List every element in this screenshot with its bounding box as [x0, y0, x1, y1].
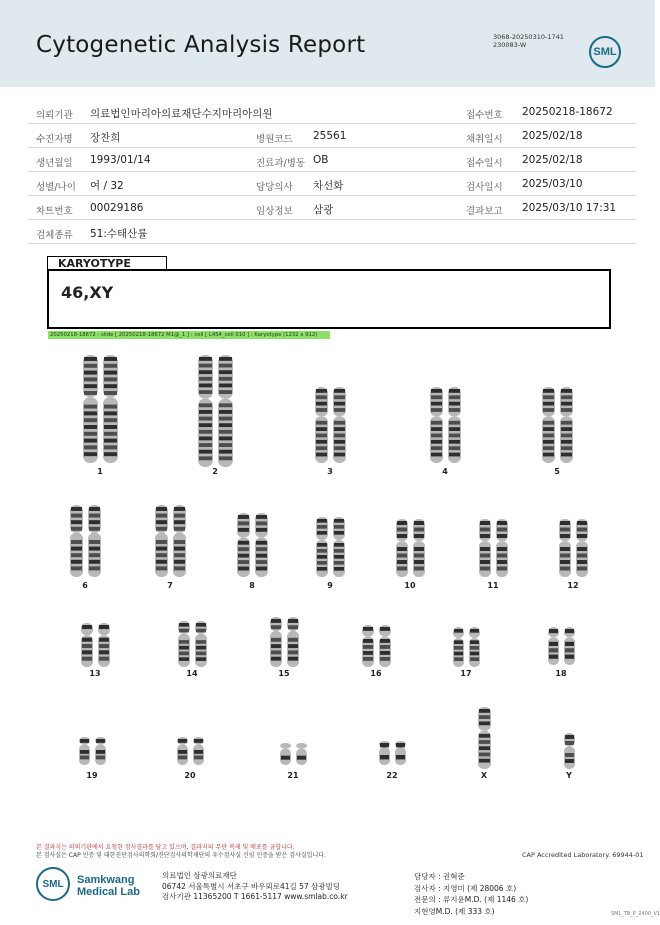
hospital-code-value: 25561: [313, 130, 347, 142]
chromosome-label: 18: [555, 669, 567, 678]
address-line-3: 검사기관 11365200 T 1661-5117 www.smlab.co.kr: [162, 892, 348, 901]
chromosome-5-1: [542, 387, 555, 463]
chromosome-pair-22: [377, 739, 408, 767]
chromosome-y: [564, 733, 575, 769]
chromosome-label: X: [480, 771, 488, 780]
institution-value: 의료법인마리아의료재단수지마리아의원: [90, 108, 273, 120]
info-row: [28, 100, 636, 124]
collect-date-value: 2025/02/18: [522, 130, 583, 142]
name-value: 장찬희: [90, 132, 121, 144]
chromosome-pair-21: [278, 741, 309, 767]
receipt-date-label: 접수일시: [466, 158, 503, 169]
report-title: Cytogenetic Analysis Report: [36, 32, 366, 58]
chromosome-pair-10: [394, 517, 427, 579]
disclaimer-note: 본 결과지는 의뢰기관에서 요청한 검사결과를 담고 있으며, 결과지의 무단 복제 및 배포를 금합니다.: [36, 844, 295, 851]
chromosome-label: 17: [460, 669, 472, 678]
chromosome-2-2: [218, 355, 233, 467]
receipt-date-value: 2025/02/18: [522, 154, 583, 166]
doc-id-line-2: 230083-W: [493, 41, 527, 49]
chromosome-19-2: [95, 737, 106, 765]
chromosome-label: 6: [82, 581, 88, 590]
chart-no-label: 차트번호: [36, 206, 73, 217]
report-header: [0, 0, 655, 87]
chromosome-13-2: [98, 623, 110, 667]
chromosome-pair-5: [540, 385, 575, 465]
exam-date-value: 2025/03/10: [522, 178, 583, 190]
chart-no-value: 00029186: [90, 202, 144, 214]
chromosome-pair-11: [477, 517, 510, 579]
staff-tester: 검사자 : 지영미 (제 28006 호): [414, 883, 517, 893]
chromosome-pair-7: [153, 503, 188, 579]
chromosome-4-2: [448, 387, 461, 463]
chromosome-3-2: [333, 387, 346, 463]
chromosome-pair-19: [77, 735, 108, 767]
chromosome-4-1: [430, 387, 443, 463]
chromosome-11-2: [496, 519, 508, 577]
doc-id-line-1: 3068-20250310-1741: [493, 33, 564, 41]
chromosome-21-2: [296, 743, 307, 765]
chromosome-pair-3: [313, 385, 348, 465]
specimen-value: 51:수태산률: [90, 228, 148, 240]
chromosome-18-2: [564, 627, 575, 665]
report-date-label: 결과보고: [466, 206, 503, 217]
chromosome-17-2: [469, 627, 480, 667]
company-name-line-1: Samkwang: [77, 874, 135, 886]
chromosome-10-2: [413, 519, 425, 577]
chromosome-pair-4: [428, 385, 463, 465]
chromosome-12-1: [559, 519, 571, 577]
chromosome-17-1: [453, 627, 464, 667]
dob-label: 생년월일: [36, 158, 73, 169]
karyotype-value: 46,XY: [61, 283, 114, 302]
sml-logo: SML: [589, 36, 621, 68]
institution-label: 의뢰기관: [36, 110, 73, 121]
chromosome-22-2: [395, 741, 406, 765]
chromosome-7-2: [173, 505, 186, 577]
collect-date-label: 채취일시: [466, 134, 503, 145]
chromosome-label: 11: [487, 581, 499, 590]
chromosome-1-1: [83, 355, 98, 463]
chromosome-label: Y: [566, 771, 572, 780]
chromosome-label: 7: [167, 581, 173, 590]
company-name-line-2: Medical Lab: [77, 886, 140, 898]
clinical-value: 삼광: [313, 204, 334, 216]
sex-age-label: 성별/나이: [36, 182, 76, 193]
staff-specialist-2: 지현영M.D. (제 333 호): [414, 906, 495, 916]
chromosome-label: 8: [249, 581, 255, 590]
hospital-code-label: 병원코드: [256, 134, 293, 145]
chromosome-pair-13: [79, 621, 112, 669]
chromosome-8-1: [237, 513, 250, 577]
company-logo: SML: [36, 867, 70, 901]
chromosome-15-2: [287, 617, 299, 667]
chromosome-label: 21: [287, 771, 299, 780]
chromosome-pair-17: [451, 625, 482, 669]
chromosome-12-2: [576, 519, 588, 577]
chromosome-14-2: [195, 621, 207, 667]
form-code: SML_TB_P_2400_V1: [611, 911, 660, 917]
chromosome-21-1: [280, 743, 291, 765]
chromosome-6-1: [70, 505, 83, 577]
chromosome-pair-6: [68, 503, 103, 579]
chromosome-1-2: [103, 355, 118, 463]
chromosome-label: 14: [186, 669, 198, 678]
sex-age-value: 여 / 32: [90, 180, 124, 192]
address-line-1: 의료법인 삼광의료재단: [162, 871, 237, 880]
certification-note: 본 검사실은 CAP 인증 및 대한진단검사의학회/진단검사의학재단의 우수검사실 신임 인증을 받은 검사실입니다.: [36, 852, 326, 859]
chromosome-5-2: [560, 387, 573, 463]
chromosome-label: 2: [212, 467, 218, 476]
chromosome-pair-12: [557, 517, 590, 579]
chromosome-pair-8: [235, 511, 270, 579]
dept-label: 진료과/병동: [256, 158, 306, 169]
dept-value: OB: [313, 154, 329, 166]
chromosome-20-2: [193, 737, 204, 765]
chromosome-pair-2: [196, 353, 235, 469]
chromosome-label: 15: [278, 669, 290, 678]
karyotype-result-box: [47, 269, 611, 329]
chromosome-18-1: [548, 627, 559, 665]
chromosome-20-1: [177, 737, 188, 765]
info-row: [28, 148, 636, 172]
document-id: [493, 33, 564, 49]
staff-manager: 담당자 : 권혁준: [414, 872, 465, 881]
chromosome-11-1: [479, 519, 491, 577]
chromosome-label: 3: [327, 467, 333, 476]
chromosome-16-2: [379, 625, 391, 667]
chromosome-9-2: [333, 517, 345, 577]
chromosome-10-1: [396, 519, 408, 577]
chromosome-x: [478, 707, 491, 769]
chromosome-label: 12: [567, 581, 579, 590]
chromosome-2-1: [198, 355, 213, 467]
specimen-label: 검체종류: [36, 230, 73, 241]
company-address: [162, 871, 348, 903]
info-row: [28, 124, 636, 148]
staff-list: [414, 871, 528, 917]
chromosome-19-1: [79, 737, 90, 765]
dob-value: 1993/01/14: [90, 154, 151, 166]
chromosome-15-1: [270, 617, 282, 667]
chromosome-pair-1: [81, 353, 120, 465]
chromosome-9-1: [316, 517, 328, 577]
chromosome-pair-x: [476, 705, 493, 771]
staff-specialist-1: 전문의 : 류지윤M.D. (제 1146 호): [414, 895, 529, 904]
chromosome-pair-y: [562, 731, 577, 771]
chromosome-label: 9: [327, 581, 333, 590]
info-row: [28, 196, 636, 220]
company-name: [77, 874, 140, 898]
chromosome-label: 1: [97, 467, 103, 476]
chromosome-label: 22: [386, 771, 398, 780]
cap-accreditation: CAP Accredited Laboratory. 69944-01: [522, 851, 644, 859]
chromosome-8-2: [255, 513, 268, 577]
chromosome-label: 16: [370, 669, 382, 678]
chromosome-13-1: [81, 623, 93, 667]
info-row: [28, 220, 636, 244]
info-row: [28, 172, 636, 196]
doctor-label: 담당의사: [256, 182, 293, 193]
report-date-value: 2025/03/10 17:31: [522, 202, 617, 214]
doctor-value: 차선화: [313, 180, 344, 192]
chromosome-pair-14: [176, 619, 209, 669]
chromosome-16-1: [362, 625, 374, 667]
receipt-no-value: 20250218-18672: [522, 106, 613, 118]
exam-date-label: 검사일시: [466, 182, 503, 193]
chromosome-label: 4: [442, 467, 448, 476]
chromosome-pair-18: [546, 625, 577, 667]
chromosome-label: 19: [86, 771, 98, 780]
chromosome-22-1: [379, 741, 390, 765]
chromosome-6-2: [88, 505, 101, 577]
chromosome-label: 5: [554, 467, 560, 476]
karyotype-label: KARYOTYPE: [47, 256, 167, 269]
chromosome-label: 20: [184, 771, 196, 780]
chromosome-7-1: [155, 505, 168, 577]
chromosome-14-1: [178, 621, 190, 667]
chromosome-label: 13: [89, 669, 101, 678]
chromosome-pair-15: [268, 615, 301, 669]
chromosome-pair-9: [314, 515, 347, 579]
address-line-2: 06742 서울특별시 서초구 바우뫼로41길 57 삼광빌딩: [162, 881, 341, 891]
name-label: 수진자명: [36, 134, 73, 145]
chromosome-label: 10: [404, 581, 416, 590]
karyogram: [0, 345, 655, 785]
chromosome-3-1: [315, 387, 328, 463]
slide-info-bar: 20250218-18672 - slide [ 20250218-18672 M1@_1 ] : cell [ L4S4_cell 010 ] : Karyotype (1232 x 912): [48, 331, 330, 339]
receipt-no-label: 접수번호: [466, 110, 503, 121]
clinical-label: 임상정보: [256, 206, 293, 217]
chromosome-pair-20: [175, 735, 206, 767]
chromosome-pair-16: [360, 623, 393, 669]
